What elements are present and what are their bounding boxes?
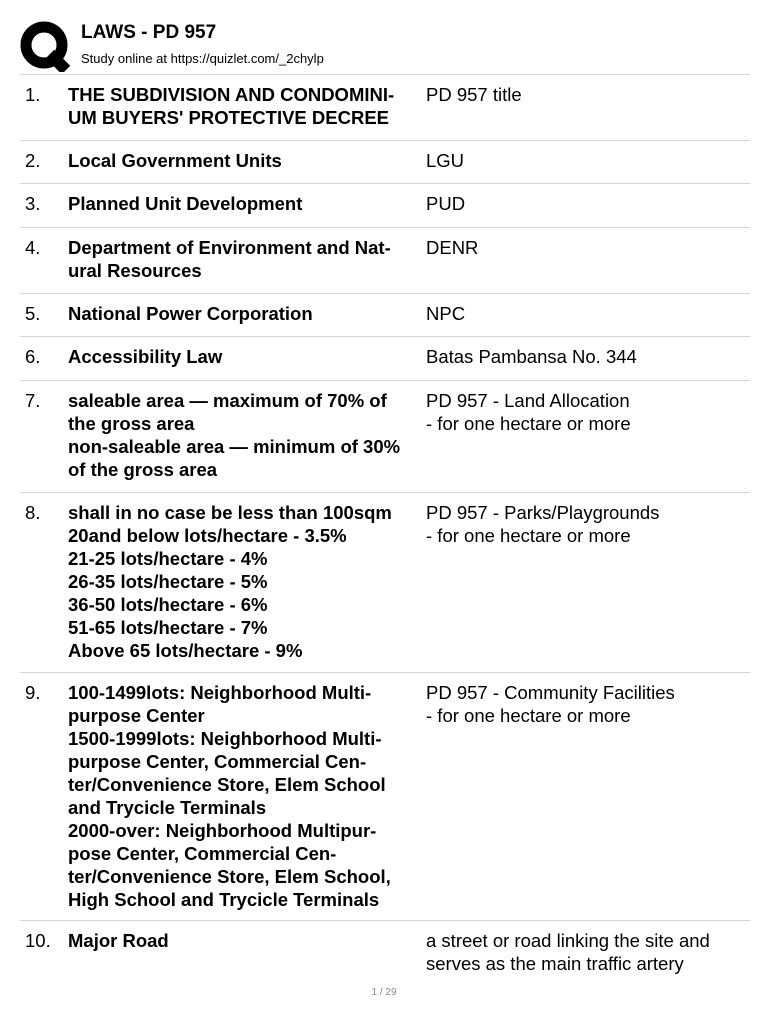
row-number: 6. — [25, 346, 41, 367]
row-term: THE SUBDIVISION AND CONDOMINI- UM BUYERS' PROTECTIVE DECREE — [68, 84, 395, 128]
row-term: 100-1499lots: Neighborhood Multi- purpose Center 1500-1999lots: Neighborhood Multi- purpose Center, Commercial Cen- ter/Convenience Store, Elem School and Trycicle Terminals 2000-over: Neighborhood Multipur- pose Center, Commercial Cen- ter/Convenience Store, Elem School, High School and Trycicle Terminals — [68, 682, 391, 910]
table-row — [20, 184, 750, 228]
document-header — [20, 18, 750, 74]
row-definition: a street or road linking the site and serves as the main traffic artery — [426, 930, 710, 974]
row-number: 3. — [25, 193, 41, 214]
row-definition: LGU — [426, 150, 465, 171]
row-term: Department of Environment and Nat- ural Resources — [68, 237, 391, 281]
row-definition: PD 957 title — [426, 84, 522, 105]
row-term: saleable area — maximum of 70% of the gross area non-saleable area — minimum of 30% of the gross area — [68, 390, 401, 480]
table-row — [20, 228, 750, 294]
table-row — [20, 294, 750, 337]
row-term: Planned Unit Development — [68, 193, 303, 214]
row-term: Accessibility Law — [68, 346, 223, 367]
row-number: 2. — [25, 150, 41, 171]
row-number: 7. — [25, 390, 41, 411]
row-definition: PD 957 - Parks/Playgrounds - for one hectare or more — [426, 502, 660, 546]
table-row — [20, 493, 750, 673]
row-term: Major Road — [68, 930, 169, 951]
row-number: 8. — [25, 502, 41, 523]
row-definition: NPC — [426, 303, 466, 324]
table-row — [20, 673, 750, 921]
row-definition: Batas Pambansa No. 344 — [426, 346, 637, 367]
quizlet-q-logo-icon — [20, 20, 70, 72]
table-row — [20, 921, 750, 981]
row-number: 1. — [25, 84, 41, 105]
row-definition: PD 957 - Land Allocation - for one hectare or more — [426, 390, 631, 434]
row-number: 4. — [25, 237, 41, 258]
table-row — [20, 75, 750, 141]
study-online-link[interactable]: Study online at https://quizlet.com/_2chylp — [81, 51, 324, 66]
page-indicator: 1 / 29 — [371, 987, 397, 998]
row-term: National Power Corporation — [68, 303, 313, 324]
document-title: LAWS - PD 957 — [81, 22, 217, 43]
row-definition: PUD — [426, 193, 466, 214]
row-definition: PD 957 - Community Facilities - for one hectare or more — [426, 682, 675, 726]
table-row — [20, 381, 750, 493]
row-number: 9. — [25, 682, 41, 703]
table-row — [20, 141, 750, 184]
row-number: 5. — [25, 303, 41, 324]
row-term: Local Government Units — [68, 150, 282, 171]
table-row — [20, 337, 750, 381]
row-definition: DENR — [426, 237, 479, 258]
row-number: 10. — [25, 930, 51, 951]
row-term: shall in no case be less than 100sqm 20and below lots/hectare - 3.5% 21-25 lots/hectare - 4% 26-35 lots/hectare - 5% 36-50 lots/hectare - 6% 51-65 lots/hectare - 7% Above 65 lots/hectare - 9% — [68, 502, 392, 661]
